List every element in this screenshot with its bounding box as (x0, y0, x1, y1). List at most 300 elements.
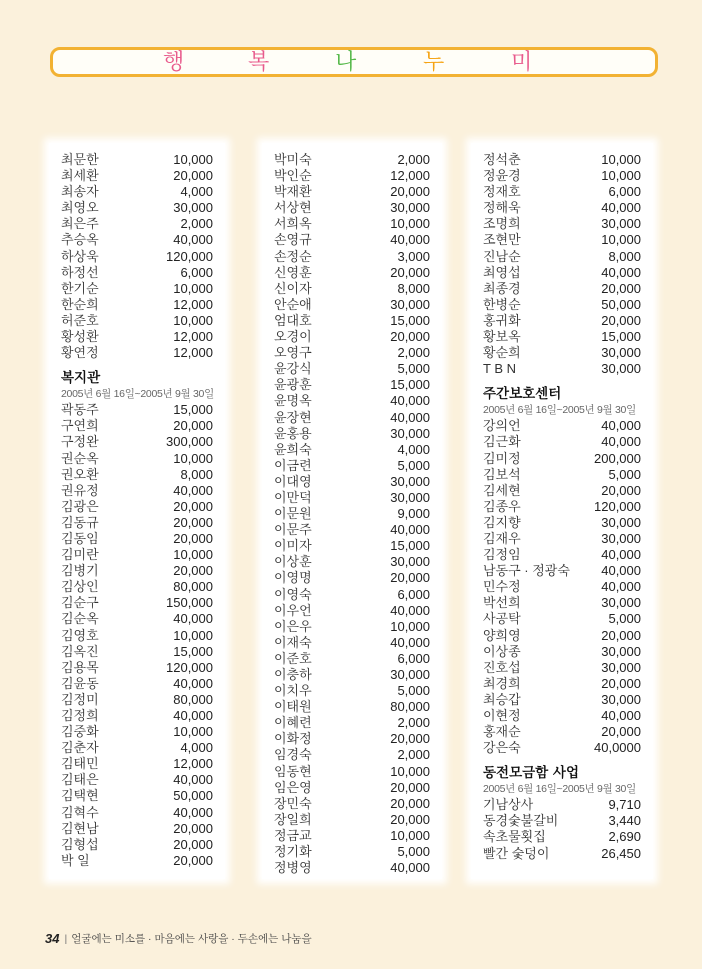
donor-row (483, 846, 641, 862)
donor-row (274, 780, 430, 796)
donation-amount: 20,000 (601, 280, 641, 296)
donation-amount: 40,000 (390, 409, 430, 425)
donation-amount: 2,000 (397, 715, 430, 731)
donor-name: 황성환 (61, 329, 99, 345)
donation-amount: 30,000 (390, 473, 430, 489)
donor-name: 홍귀화 (483, 312, 521, 328)
donor-name: 정윤경 (483, 168, 521, 184)
donor-name: 정해욱 (483, 200, 521, 216)
donor-row (274, 522, 430, 538)
donor-name: 신이자 (274, 280, 312, 296)
donor-row (274, 683, 430, 699)
donor-row (483, 708, 641, 724)
donor-row (274, 651, 430, 667)
donor-name: 임은영 (274, 779, 312, 795)
donor-row (274, 667, 430, 683)
section-title: 주간보호센터 (483, 386, 562, 403)
donor-row (274, 184, 430, 200)
donation-amount: 8,000 (397, 280, 430, 296)
donor-name: 이우언 (274, 602, 312, 618)
donor-name: 진호섭 (483, 659, 521, 675)
donation-amount: 20,000 (390, 731, 430, 747)
donor-name: 양희영 (483, 627, 521, 643)
donor-name: 최송자 (61, 184, 99, 200)
donation-amount: 40,000 (601, 200, 641, 216)
donor-row (483, 628, 641, 644)
donor-row (61, 434, 213, 450)
donor-name: 김미란 (61, 547, 99, 563)
donor-row (61, 788, 213, 804)
donor-name: 윤강식 (274, 361, 312, 377)
donation-amount: 80,000 (173, 691, 213, 707)
donor-name: 이준호 (274, 650, 312, 666)
donation-amount: 30,000 (390, 489, 430, 505)
section-date-range: 2005년 6월 16일~2005년 9월 30일 (483, 404, 636, 417)
donor-name: 윤광훈 (274, 377, 312, 393)
donor-row (483, 829, 641, 845)
donor-row (483, 611, 641, 627)
donor-name: 엄대호 (274, 312, 312, 328)
donor-row (274, 731, 430, 747)
donation-amount: 30,000 (601, 216, 641, 232)
donation-amount: 20,000 (601, 627, 641, 643)
donor-row (61, 499, 213, 515)
donor-name: 황연정 (61, 345, 99, 361)
donor-row (483, 499, 641, 515)
donation-amount: 20,000 (173, 852, 213, 868)
donor-row (483, 676, 641, 692)
donation-amount: 10,000 (173, 547, 213, 563)
donor-row (61, 152, 213, 168)
donor-name: 김정임 (483, 547, 521, 563)
donor-row (274, 603, 430, 619)
donation-amount: 30,000 (601, 514, 641, 530)
donor-row (61, 515, 213, 531)
donor-row (61, 483, 213, 499)
donor-row (274, 699, 430, 715)
donor-row (483, 345, 641, 361)
page-number: 34 (45, 931, 60, 946)
donation-amount: 20,000 (173, 498, 213, 514)
donation-amount: 10,000 (390, 827, 430, 843)
banner-char: 행 (163, 50, 185, 75)
donor-row (274, 393, 430, 409)
donor-name: 최세환 (61, 168, 99, 184)
page-footer (45, 931, 312, 946)
donation-amount: 120,000 (166, 248, 213, 264)
donor-name: 홍재순 (483, 724, 521, 740)
donor-name: 김중화 (61, 724, 99, 740)
donation-amount: 4,000 (180, 184, 213, 200)
donor-column-2 (262, 143, 442, 879)
donation-amount: 300,000 (166, 434, 213, 450)
donor-row (61, 184, 213, 200)
donation-amount: 5,000 (608, 466, 641, 482)
donation-amount: 20,000 (601, 724, 641, 740)
donation-amount: 12,000 (173, 329, 213, 345)
donor-name: 최영섭 (483, 264, 521, 280)
donor-name: 빨간 숯덩이 (483, 845, 550, 861)
donation-amount: 12,000 (390, 168, 430, 184)
donor-name: 박미숙 (274, 152, 312, 167)
donor-row (274, 860, 430, 876)
donor-row (274, 570, 430, 586)
donor-name: 김춘자 (61, 740, 99, 756)
donor-row (274, 747, 430, 763)
donor-row (274, 764, 430, 780)
donor-row (61, 708, 213, 724)
donation-amount: 8,000 (180, 466, 213, 482)
donor-row (274, 587, 430, 603)
donor-row (61, 329, 213, 345)
donor-name: 이화정 (274, 731, 312, 747)
donation-amount: 20,000 (390, 264, 430, 280)
donor-name: 기남상사 (483, 797, 534, 813)
donation-amount: 10,000 (390, 763, 430, 779)
donor-name: 박 일 (61, 852, 90, 868)
donor-name: 김동규 (61, 514, 99, 530)
section-title: 복지관 (61, 370, 101, 387)
donor-row (61, 756, 213, 772)
donor-name: 김택현 (61, 788, 99, 804)
donor-name: 오영구 (274, 345, 312, 361)
donation-amount: 15,000 (390, 312, 430, 328)
donor-name: 서상현 (274, 200, 312, 216)
donation-amount: 30,000 (601, 530, 641, 546)
donor-row (483, 531, 641, 547)
donation-amount: 40,000 (173, 611, 213, 627)
donor-row (61, 345, 213, 361)
donation-amount: 120,000 (166, 659, 213, 675)
donor-row (483, 563, 641, 579)
donor-name: 김형섭 (61, 836, 99, 852)
donation-amount: 40,000 (173, 232, 213, 248)
donor-row (483, 724, 641, 740)
donor-name: 김옥진 (61, 643, 99, 659)
donor-row (274, 796, 430, 812)
donor-name: 구정완 (61, 434, 99, 450)
donation-amount: 12,000 (173, 345, 213, 361)
donor-row (61, 595, 213, 611)
donor-row (483, 281, 641, 297)
donor-name: 남동구 · 정광숙 (483, 563, 570, 579)
donor-name: 김혁수 (61, 804, 99, 820)
donation-amount: 15,000 (390, 377, 430, 393)
donation-amount: 120,000 (594, 498, 641, 514)
donor-name: 손영규 (274, 232, 312, 248)
donation-amount: 40,000 (390, 860, 430, 876)
donor-row (483, 313, 641, 329)
donation-amount: 10,000 (173, 450, 213, 466)
donor-name: 한순희 (61, 296, 99, 312)
donor-row (274, 458, 430, 474)
donor-row (483, 418, 641, 434)
donor-name: 손정순 (274, 248, 312, 264)
donation-amount: 2,000 (397, 152, 430, 167)
donor-name: 사공탁 (483, 611, 521, 627)
donation-amount: 80,000 (173, 579, 213, 595)
donation-amount: 40,000 (173, 804, 213, 820)
donor-name: 김정희 (61, 708, 99, 723)
donation-amount: 10,000 (601, 232, 641, 248)
donation-amount: 2,000 (397, 345, 430, 361)
donation-amount: 30,000 (390, 425, 430, 441)
donor-name: 이태원 (274, 699, 312, 715)
donation-amount: 30,000 (601, 345, 641, 361)
donor-row (274, 426, 430, 442)
donor-row (274, 345, 430, 361)
donation-amount: 10,000 (390, 216, 430, 232)
donation-amount: 30,000 (390, 554, 430, 570)
donor-name: 이재숙 (274, 634, 312, 650)
donor-name: 한기순 (61, 280, 99, 296)
donor-row (274, 265, 430, 281)
donor-row (61, 740, 213, 756)
donation-amount: 20,000 (173, 820, 213, 836)
donor-row (483, 467, 641, 483)
title-banner (50, 47, 658, 77)
donor-name: 김순옥 (61, 611, 99, 627)
donation-amount: 2,690 (608, 829, 641, 845)
donor-row (274, 249, 430, 265)
donor-name: 최영오 (61, 200, 99, 216)
section-date-range: 2005년 6월 16일~2005년 9월 30일 (61, 388, 214, 401)
donor-row (61, 692, 213, 708)
donation-amount: 5,000 (397, 683, 430, 699)
donor-name: 이미자 (274, 538, 312, 554)
donor-name: 김윤동 (61, 675, 99, 691)
donor-row (483, 216, 641, 232)
donation-amount: 9,710 (608, 797, 641, 813)
donor-name: 정기화 (274, 844, 312, 860)
donor-name: 이치우 (274, 683, 312, 699)
donor-name: 김재우 (483, 530, 521, 546)
donor-row (483, 813, 641, 829)
donation-amount: 9,000 (397, 506, 430, 522)
donor-name: 김정미 (61, 691, 99, 707)
donor-name: 권오환 (61, 466, 99, 482)
donor-name: 최종경 (483, 280, 521, 296)
donor-row (274, 281, 430, 297)
donor-row (61, 644, 213, 660)
donation-amount: 40,000 (601, 264, 641, 280)
donor-row (483, 152, 641, 168)
donation-amount: 40,000 (173, 482, 213, 498)
donation-amount: 2,000 (180, 216, 213, 232)
donation-amount: 15,000 (390, 538, 430, 554)
donor-row (61, 772, 213, 788)
donor-row (61, 531, 213, 547)
donor-name: 이영숙 (274, 586, 312, 602)
donor-row (61, 297, 213, 313)
donor-row (61, 547, 213, 563)
section-title: 동전모금함 사업 (483, 765, 579, 782)
donor-name: 김현남 (61, 820, 99, 836)
donor-name: 장민숙 (274, 795, 312, 811)
donor-row (61, 821, 213, 837)
donation-amount: 4,000 (397, 441, 430, 457)
donation-amount: 30,000 (601, 361, 641, 377)
donor-name: 한병순 (483, 296, 521, 312)
donation-amount: 30,000 (601, 691, 641, 707)
donor-name: 박선희 (483, 595, 521, 611)
donor-name: 김순구 (61, 595, 99, 611)
donor-row (274, 506, 430, 522)
footer-slogan: 얼굴에는 미소를 · 마음에는 사랑을 · 두손에는 나눔을 (71, 933, 312, 945)
donation-amount: 40,000 (390, 393, 430, 409)
donor-name: 허준호 (61, 312, 99, 328)
donor-name: 이문원 (274, 506, 312, 522)
donor-row (274, 232, 430, 248)
donor-row (61, 837, 213, 853)
donor-name: 조현만 (483, 232, 521, 248)
donor-row (61, 467, 213, 483)
donor-column-1 (49, 143, 225, 879)
donor-name: 하상욱 (61, 248, 99, 264)
donor-name: 진남순 (483, 248, 521, 264)
donor-name: 김태은 (61, 772, 99, 788)
donor-row (483, 579, 641, 595)
donor-row (274, 538, 430, 554)
donation-amount: 6,000 (180, 264, 213, 280)
donor-name: 신영훈 (274, 264, 312, 280)
donation-amount: 20,000 (390, 329, 430, 345)
donor-name: 동경숯불갈비 (483, 813, 559, 829)
donor-name: 민수정 (483, 579, 521, 595)
donation-amount: 20,000 (173, 168, 213, 184)
donor-row (274, 361, 430, 377)
donor-name: 정금교 (274, 827, 312, 843)
donor-row (483, 200, 641, 216)
donor-row (61, 563, 213, 579)
donor-row (483, 515, 641, 531)
donation-amount: 20,000 (390, 795, 430, 811)
donor-row (274, 715, 430, 731)
donation-amount: 20,000 (390, 779, 430, 795)
donor-name: 윤홍용 (274, 425, 312, 441)
donation-amount: 40,000 (601, 434, 641, 450)
donor-row (274, 313, 430, 329)
donor-name: 김영호 (61, 627, 99, 643)
donation-amount: 10,000 (173, 312, 213, 328)
donation-amount: 20,000 (173, 563, 213, 579)
donor-name: 김상인 (61, 579, 99, 595)
donor-name: 윤장현 (274, 409, 312, 425)
donor-name: 윤명옥 (274, 393, 312, 409)
donation-amount: 10,000 (390, 618, 430, 634)
donation-amount: 12,000 (173, 296, 213, 312)
donation-amount: 20,000 (390, 184, 430, 200)
donation-amount: 12,000 (173, 756, 213, 772)
donor-name: 속초물횟집 (483, 829, 546, 845)
donation-amount: 40,000 (390, 634, 430, 650)
donation-amount: 40,000 (173, 708, 213, 723)
donor-name: 김태민 (61, 756, 99, 772)
donor-row (483, 249, 641, 265)
donor-row (61, 724, 213, 740)
donor-row (61, 249, 213, 265)
donor-row (61, 313, 213, 329)
donor-row (274, 152, 430, 168)
donation-amount: 30,000 (390, 667, 430, 682)
donor-name: 김지향 (483, 514, 521, 530)
donation-amount: 40,000 (173, 772, 213, 788)
donor-name: 최경희 (483, 675, 521, 691)
donation-amount: 2,000 (397, 747, 430, 763)
donor-row (483, 547, 641, 563)
donor-row (274, 828, 430, 844)
donor-row (274, 168, 430, 184)
banner-char: 나 (335, 50, 357, 75)
donor-row (61, 611, 213, 627)
donor-name: 김광은 (61, 498, 99, 514)
donation-amount: 10,000 (173, 724, 213, 740)
donor-row (483, 797, 641, 813)
donor-name: 정재호 (483, 184, 521, 200)
donor-name: 최은주 (61, 216, 99, 232)
donation-amount: 20,000 (390, 570, 430, 586)
donor-row (61, 216, 213, 232)
donor-name: 이혜련 (274, 715, 312, 731)
donor-name: 권유정 (61, 482, 99, 498)
donor-row (483, 232, 641, 248)
donor-row (274, 200, 430, 216)
donor-name: 권순옥 (61, 450, 99, 466)
donor-name: 김동임 (61, 530, 99, 546)
donation-amount: 150,000 (166, 595, 213, 611)
donation-amount: 40,000 (601, 563, 641, 579)
donor-row (483, 361, 641, 377)
donor-name: 이만덕 (274, 489, 312, 505)
donation-amount: 5,000 (397, 844, 430, 860)
donation-amount: 15,000 (173, 402, 213, 418)
donor-name: 이은우 (274, 618, 312, 634)
donation-amount: 10,000 (173, 627, 213, 643)
donor-row (274, 297, 430, 313)
donation-amount: 40,000 (601, 547, 641, 563)
donor-row (483, 595, 641, 611)
donor-name: 장일희 (274, 811, 312, 827)
donor-name: 강은숙 (483, 740, 521, 756)
donation-amount: 20,000 (390, 811, 430, 827)
donor-row (483, 168, 641, 184)
donor-row (61, 676, 213, 692)
donor-row (61, 628, 213, 644)
donation-amount: 20,000 (601, 482, 641, 498)
donor-row (483, 660, 641, 676)
donor-row (61, 200, 213, 216)
donor-name: 안순애 (274, 296, 312, 312)
donor-name: 이문주 (274, 522, 312, 538)
donation-amount: 10,000 (173, 280, 213, 296)
donor-name: 윤희숙 (274, 441, 312, 457)
donor-name: 박인순 (274, 168, 312, 184)
donor-name: 김병기 (61, 563, 99, 579)
donation-amount: 3,440 (608, 813, 641, 829)
donation-amount: 50,000 (601, 296, 641, 312)
donor-row (61, 853, 213, 869)
donor-name: 강의언 (483, 418, 521, 434)
donation-amount: 20,000 (173, 530, 213, 546)
donation-amount: 30,000 (390, 200, 430, 216)
donor-row (274, 410, 430, 426)
donation-amount: 6,000 (608, 184, 641, 200)
donation-amount: 8,000 (608, 248, 641, 264)
donor-row (61, 579, 213, 595)
donor-row (274, 216, 430, 232)
donation-amount: 200,000 (594, 450, 641, 466)
donation-amount: 30,000 (601, 643, 641, 659)
